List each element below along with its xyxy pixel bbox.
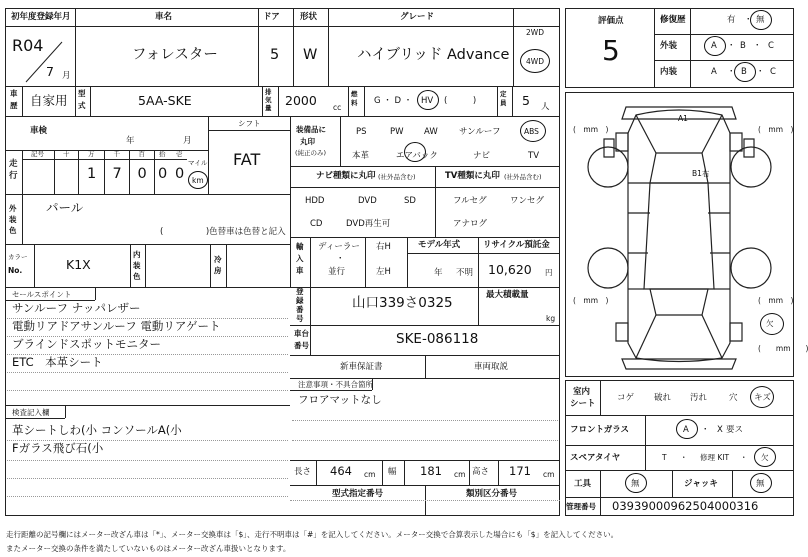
jack-value: 無 [756,479,765,489]
usage-label-2: 歴 [10,101,18,110]
width-label: 幅 [388,467,397,477]
displacement-unit: cc [333,103,342,112]
jack-label: ジャッキ [684,479,718,489]
navi-title-sub: (社外品含む) [378,173,416,181]
seat-burn: コゲ [617,393,635,403]
recycle-value: 10,620 [488,262,532,277]
diagram-front-label: A1 [678,114,688,123]
equipment-label-3: (純正のみ) [295,149,327,157]
inspection-label: 車検 [30,126,48,136]
equip-ps: PS [356,127,367,137]
rating-value: 5 [602,34,620,67]
inspection-year-label: 年 [126,136,135,146]
designation-number-label: 型式指定番号 [332,489,384,499]
interior-dot-2: ・ [756,67,765,77]
recycle-unit: 円 [545,268,553,277]
mileage-digit: 7 [112,166,122,182]
diagram-mm-1: ( mm ) [573,125,609,134]
shift-value: FAT [233,150,261,169]
max-load-label: 最大積載量 [486,290,529,300]
navi-title: ナビ種類に丸印 [316,171,376,181]
selling-rule [7,372,288,373]
seat-stain: 汚れ [690,393,708,403]
mileage-digit: 0 [175,166,185,182]
diagram-right-label: B1右 [692,169,710,178]
parallel-label: 並行 [328,267,346,277]
inspection-note-1: 革シートしわ(小 コンソールA(小 [12,423,182,437]
selling-point-line: ETC 本革シート [12,355,103,369]
footer-line-2: またメーター交換の条件を満たしていないものはメーター改ざん車扱いとなります。 [6,544,291,553]
windshield-dot: ・ [701,425,710,435]
management-value: 03939000962504000316 [612,499,759,513]
color-label-2: 装 [9,215,17,224]
door-value: 5 [270,47,280,63]
exterior-b: B [740,41,746,51]
ac-label-2: 房 [214,266,222,275]
digit-divider [78,150,79,194]
model-year-year: 年 [434,268,443,278]
car-name-label: 車名 [155,12,173,22]
capacity-label: 定員 [500,90,507,107]
fuel-selected: HV [421,96,434,106]
reg-number-label-4: 号 [296,314,304,323]
reg-number-value: 山口339さ0325 [352,295,453,311]
windshield-a: A [683,425,689,435]
mileage-label-2: 行 [9,171,18,181]
color-code-label-1: カラー [8,253,28,261]
selling-rule [7,390,288,391]
repair-yes: 有 [727,15,736,25]
reg-number-label-3: 番 [296,305,304,314]
tools-value: 無 [631,479,640,489]
seat-hole: 穴 [729,393,738,403]
reg-year-label: 初年度登録年月 [11,12,71,22]
digit-header: 十 [63,150,70,158]
interior-color-label-2: 装 [133,261,141,270]
equip-pw: PW [390,127,404,137]
equip-aw: AW [424,127,438,137]
reg-number-label-2: 録 [296,296,304,305]
mileage-digit: 0 [137,166,147,182]
interior-seat-label-2: シート [570,399,596,409]
digit-divider [154,150,155,194]
navi-cd: CD [310,219,323,229]
interior-color-label-3: 色 [133,272,141,281]
digit-header: 千 [113,150,120,158]
equip-sunroof: サンルーフ [459,127,501,137]
spare-tire-label: スペアタイヤ [570,453,621,463]
exterior-c: C [768,41,774,51]
vehicle-manual-label: 車両取説 [474,362,509,372]
model-label-2: 式 [78,101,86,110]
chassis-value: SKE-086118 [396,331,479,347]
import-label-2: 入 [296,254,304,263]
digit-divider [54,150,55,194]
grade-label: グレード [400,12,435,22]
inspection-note-2: Fガラス飛び石(小 [12,441,104,455]
door-label: ドア [263,12,280,22]
spare-tire-dot-2: ・ [740,453,748,462]
mile-label: マイル [188,159,208,167]
equip-airbag: エアバック [396,151,438,161]
spare-tire-none: 欠 [761,453,769,462]
new-car-warranty-label: 新車保証書 [340,362,383,372]
equip-navi: ナビ [473,151,491,161]
width-unit: cm [454,470,466,479]
height-label: 高さ [472,467,490,477]
right-hand-label: 右H [376,242,391,252]
equipment-label-2: 丸印 [300,137,315,146]
management-label: 管理番号 [566,502,596,511]
km-label: km [192,176,204,185]
repair-no: 無 [756,15,765,25]
digit-header: 拾 [159,150,166,158]
rating-label: 評価点 [598,16,624,26]
tv-analog: アナログ [453,219,488,229]
length-value: 464 [330,464,352,478]
length-unit: cm [364,470,376,479]
digit-header: 記号 [31,150,44,158]
color-label-3: 色 [9,226,17,235]
exterior-label: 外装 [660,41,678,51]
import-label-3: 車 [296,266,304,275]
repair-history-label: 修復歴 [660,15,686,25]
tv-title: TV種類に丸印 [445,171,500,181]
equip-tv: TV [528,151,540,161]
fuel-options: G ・ D ・ [374,96,413,106]
digit-divider [104,150,105,194]
model-year-label: モデル年式 [418,240,461,250]
capacity-unit: 人 [541,102,550,112]
navi-hdd: HDD [305,196,325,206]
diagram-missing-label: 欠 [766,319,774,328]
navi-dvd-play: DVD再生可 [346,219,391,229]
interior-dot-1: ・ [727,67,736,77]
tools-label: 工具 [574,479,592,489]
dealer-dot: ・ [336,254,345,264]
color-code-value: K1X [66,257,91,272]
shape-label: 形状 [300,12,318,22]
color-note: ( )色替車は色替と記入 [160,227,286,237]
inspection-notes-title: 検査記入欄 [12,408,50,417]
digit-header: 万 [88,150,95,158]
chassis-label-2: 番号 [294,341,309,350]
car-diagram [566,93,793,376]
interior-seat-label-1: 室内 [573,387,591,397]
import-label-1: 輸 [296,242,304,251]
model-year-unknown: 不明 [456,268,474,278]
digit-header: 百 [138,150,145,158]
shift-label: シフト [238,119,261,128]
width-value: 181 [420,464,442,478]
equip-leather: 本革 [352,151,370,161]
grade-value: ハイブリッド Advance [357,47,510,63]
exterior-dot-2: ・ [753,41,762,51]
recycle-label: リサイクル預託金 [483,240,550,250]
model-label-1: 型 [78,89,86,98]
mileage-label-1: 走 [9,159,18,169]
spare-tire-t: T [662,453,667,462]
diagram-mm-5: ( mm ) [758,344,808,353]
reg-year-value: R04 [12,36,44,55]
color-code-label-2: No. [8,266,23,275]
selling-title: セールスポイント [12,290,72,299]
seat-scratch: キズ [754,393,771,403]
selling-point-line: サンルーフ ナッパレザー [12,301,141,315]
left-hand-label: 左H [376,267,391,277]
seat-tear: 破れ [654,393,672,403]
diagram-mm-3: ( mm ) [573,296,609,305]
height-unit: cm [543,470,555,479]
repair-sep: ・ [744,15,753,25]
digit-header: 壱 [176,150,183,158]
selling-point-line: 電動リアドアサンルーフ 電動リアゲート [12,319,221,333]
reg-number-label-1: 登 [296,287,304,296]
inspection-month-label: 月 [183,136,192,146]
tv-fullseg: フルセグ [453,196,487,206]
selling-point-line: ブラインドスポットモニター [12,337,162,351]
windshield-x: X [717,425,723,435]
color-value: パール [46,200,84,215]
spare-tire-kit: 修理 KIT [700,453,730,462]
reg-month-value: 7 [46,64,54,79]
exterior-dot-1: ・ [727,41,736,51]
interior-b: B [741,67,747,77]
interior-color-label-1: 内 [133,250,141,259]
fuel-paren: ( ) [444,96,477,106]
tv-oneseg: ワンセグ [510,196,545,206]
dealer-label: ディーラー [318,242,360,252]
interior-a: A [711,67,717,77]
month-unit: 月 [62,71,71,81]
usage-label-1: 車 [10,89,18,98]
mileage-digit: 0 [158,166,168,182]
category-number-label: 類別区分番号 [466,489,518,499]
diagram-mm-2: ( mm ) [758,125,794,134]
usage-value: 自家用 [30,93,68,108]
shape-value: W [303,47,318,63]
exterior-a: A [711,41,717,51]
navi-sd: SD [404,196,416,206]
mileage-digit: 1 [87,166,97,182]
equip-abs: ABS [524,127,539,136]
interior-c: C [770,67,776,77]
model-value: 5AA-SKE [138,93,192,108]
tv-title-sub: (社外品含む) [504,173,542,181]
length-label: 長さ [294,467,312,477]
color-label-1: 外 [9,204,17,213]
max-load-unit: kg [546,314,556,323]
displacement-label: 排気量 [265,88,272,112]
navi-dvd: DVD [358,196,377,206]
notes-title: 注意事項・不具合箇所 [298,380,373,389]
capacity-value: 5 [522,93,530,108]
digit-divider [22,150,23,194]
fuel-label: 燃料 [351,90,358,107]
equipment-label-1: 装備品に [296,125,326,134]
footer-line-1: 走行距離の記号欄にはメーター改ざん車は「*」、メーター交換車は「$」、走行不明車は「#」を記入してください。メーター交換で合算表示した場合にも「$」を記入してください。 [6,530,619,539]
displacement-value: 2000 [285,93,317,108]
spare-tire-dot: ・ [680,453,688,462]
notes-line-1: フロアマットなし [298,394,382,406]
windshield-replace: 要ス [726,425,744,435]
interior-label: 内装 [660,67,678,77]
height-value: 171 [509,464,531,478]
drive-4wd: 4WD [526,57,544,66]
diagram-mm-4: ( mm ) [758,296,794,305]
car-name-value: フォレスター [132,47,218,63]
windshield-label: フロントガラス [570,425,629,435]
digit-divider [129,150,130,194]
chassis-label-1: 車台 [294,329,309,338]
drive-2wd: 2WD [526,28,544,37]
ac-label-1: 冷 [214,255,222,264]
